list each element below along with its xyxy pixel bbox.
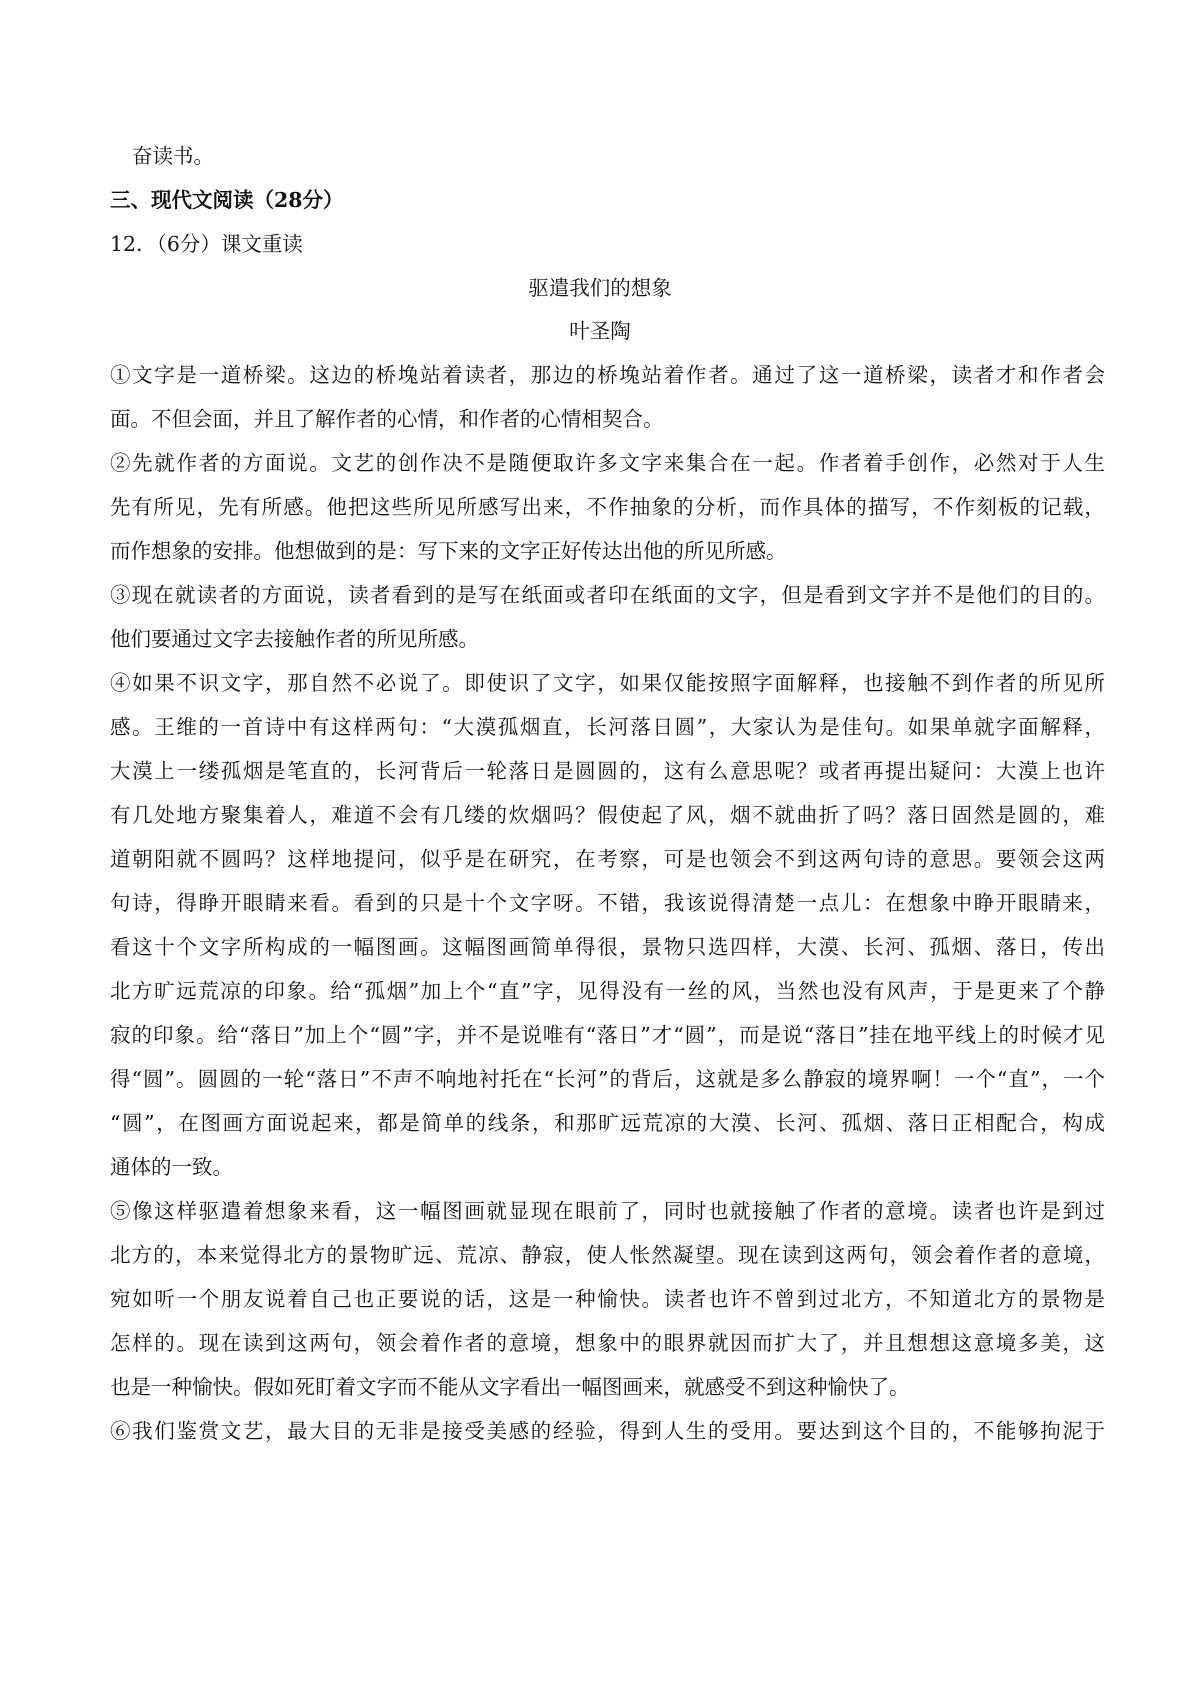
paragraph-line: 也是一种愉快。假如死盯着文字而不能从文字看出一幅图画来，就感受不到这种愉快了。	[110, 1375, 910, 1399]
paragraph-line: “圆”，在图画方面说起来，都是简单的线条，和那旷远荒凉的大漠、长河、孤烟、落日正相配合，构成	[110, 1111, 1105, 1135]
paragraph-line: ③现在就读者的方面说，读者看到的是写在纸面或者印在纸面的文字，但是看到文字并不是他们的目的。	[110, 583, 1105, 607]
paragraph-line: 北方的，本来觉得北方的景物旷远、荒凉、静寂，使人怅然凝望。现在读到这两句，领会着作者的意境，	[110, 1243, 1105, 1267]
article-title: 驱遣我们的想象	[528, 276, 672, 300]
paragraph-line: ①文字是一道桥梁。这边的桥堍站着读者，那边的桥堍站着作者。通过了这一道桥梁，读者才和作者会	[110, 363, 1105, 387]
paragraph-line: 宛如听一个朋友说着自己也正要说的话，这是一种愉快。读者也许不曾到过北方，不知道北方的景物是	[110, 1287, 1105, 1311]
paragraph-line: 句诗，得睁开眼睛来看。看到的只是十个文字呀。不错，我该说得清楚一点儿：在想象中睁开眼睛来，	[110, 891, 1105, 915]
paragraph-line: 先有所见，先有所感。他把这些所见所感写出来，不作抽象的分析，而作具体的描写，不作刻板的记载，	[110, 495, 1105, 519]
paragraph-line: 感。王维的一首诗中有这样两句：“大漠孤烟直，长河落日圆”，大家认为是佳句。如果单就字面解释，	[110, 715, 1105, 739]
paragraph-line: 北方旷远荒凉的印象。给“孤烟”加上个“直”字，见得没有一丝的风，当然也没有风声，于是更来了个静	[110, 979, 1105, 1003]
paragraph-line: 得“圆”。圆圆的一轮“落日”不声不响地衬托在“长河”的背后，这就是多么静寂的境界啊！一个“直”，一个	[110, 1067, 1105, 1091]
paragraph-line: ⑤像这样驱遣着想象来看，这一幅图画就显现在眼前了，同时也就接触了作者的意境。读者也许是到过	[110, 1199, 1105, 1223]
paragraph-line: 通体的一致。	[110, 1155, 233, 1179]
paragraph-line: 他们要通过文字去接触作者的所见所感。	[110, 627, 479, 651]
paragraph-line: ⑥我们鉴赏文艺，最大目的无非是接受美感的经验，得到人生的受用。要达到这个目的，不能够拘泥于	[110, 1419, 1105, 1443]
paragraph-line: ④如果不识文字，那自然不必说了。即使识了文字，如果仅能按照字面解释，也接触不到作者的所见所	[110, 671, 1105, 695]
paragraph-line: 有几处地方聚集着人，难道不会有几缕的炊烟吗？假使起了风，烟不就曲折了吗？落日固然是圆的，难	[110, 803, 1105, 827]
paragraph-line: 大漠上一缕孤烟是笔直的，长河背后一轮落日是圆圆的，这有么意思呢？或者再提出疑问：大漠上也许	[110, 759, 1105, 783]
paragraph-line: 而作想象的安排。他想做到的是：写下来的文字正好传达出他的所见所感。	[110, 539, 787, 563]
paragraph-line: 道朝阳就不圆吗？这样地提问，似乎是在研究，在考察，可是也领会不到这两句诗的意思。要领会这两	[110, 847, 1105, 871]
paragraph-line: 看这十个文字所构成的一幅图画。这幅图画简单得很，景物只选四样，大漠、长河、孤烟、落日，传出	[110, 935, 1105, 959]
continuation-text: 奋读书。	[132, 144, 214, 168]
paragraph-line: ②先就作者的方面说。文艺的创作决不是随便取许多文字来集合在一起。作者着手创作，必然对于人生	[110, 451, 1105, 475]
paragraph-line: 寂的印象。给“落日”加上个“圆”字，并不是说唯有“落日”才“圆”，而是说“落日”挂在地平线上的时候才见	[110, 1023, 1105, 1047]
paragraph-line: 面。不但会面，并且了解作者的心情，和作者的心情相契合。	[110, 407, 664, 431]
question-label: 12．（6分）课文重读	[110, 232, 303, 256]
article-author: 叶圣陶	[569, 319, 631, 343]
paragraph-line: 怎样的。现在读到这两句，领会着作者的意境，想象中的眼界就因而扩大了，并且想想这意境多美，这	[110, 1331, 1105, 1355]
section-heading: 三、现代文阅读（28分）	[110, 188, 344, 212]
